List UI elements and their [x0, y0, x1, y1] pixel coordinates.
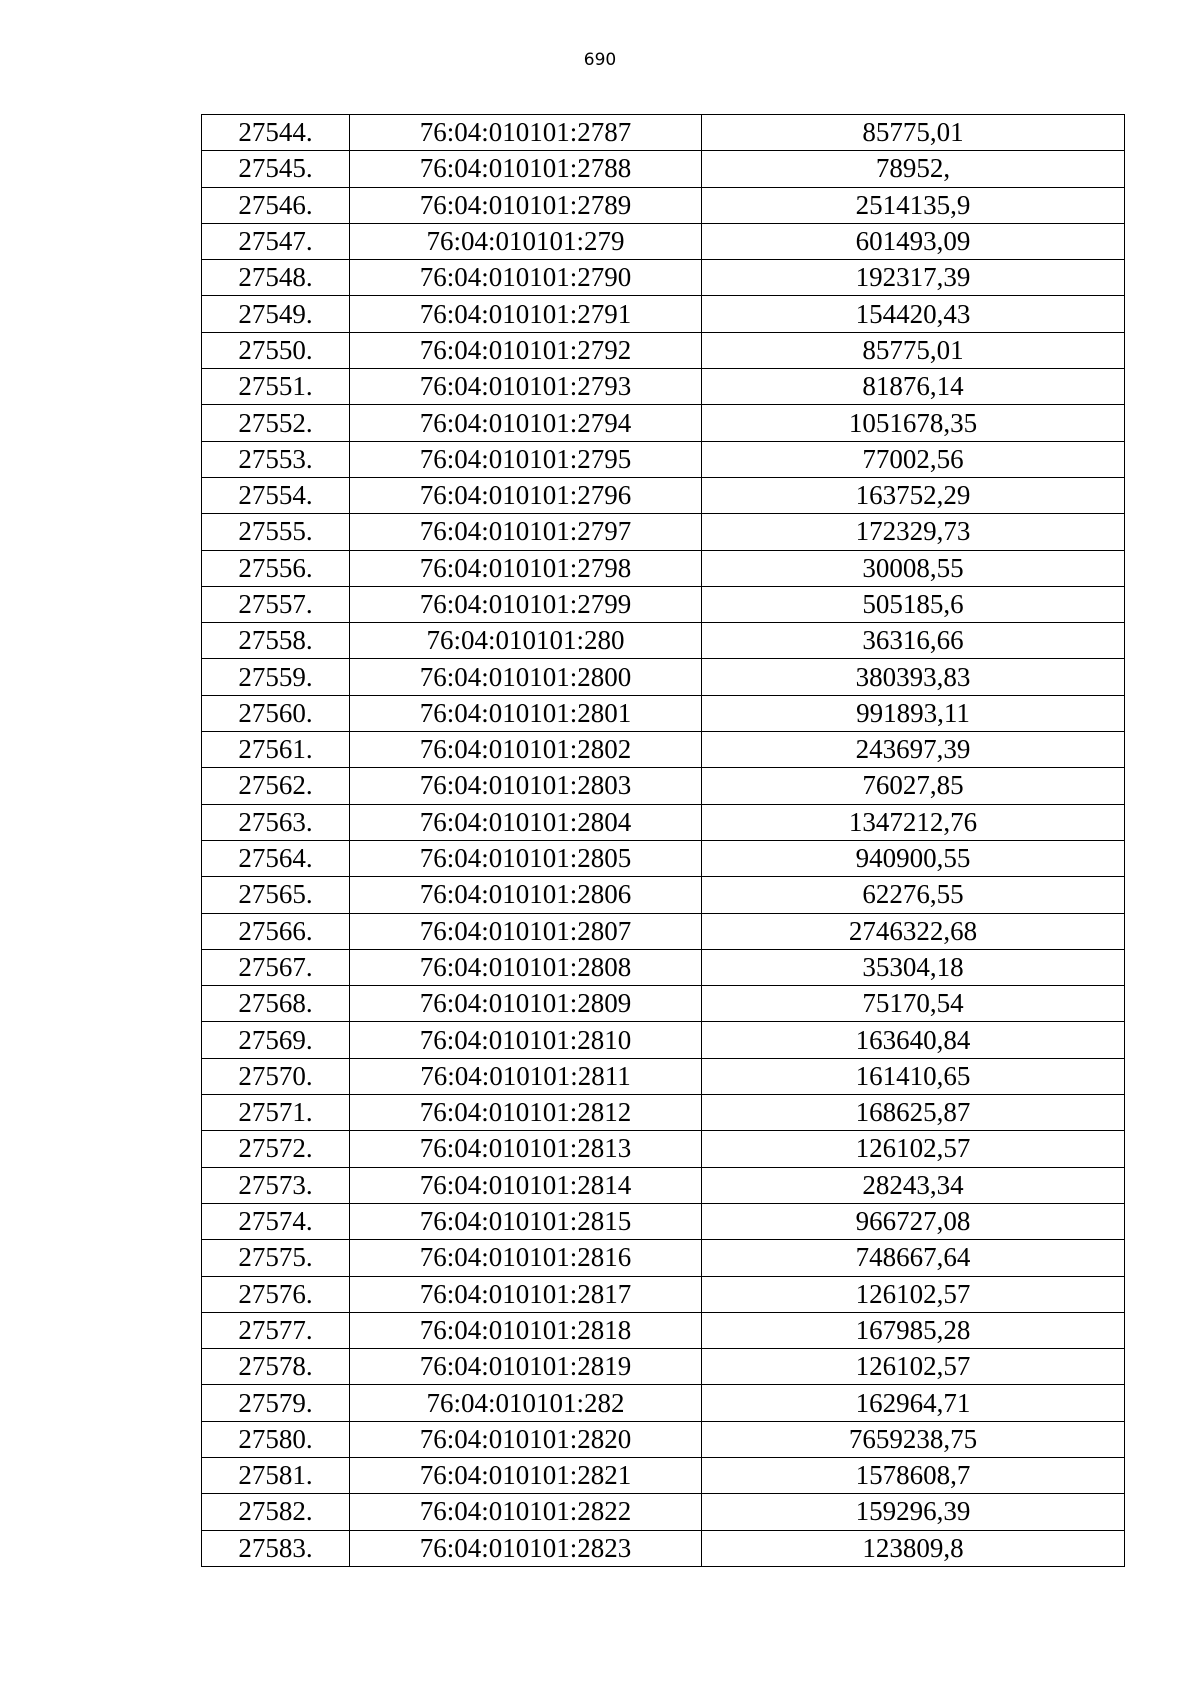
row-number-cell: 27544.: [202, 115, 350, 151]
cadastral-number-cell: 76:04:010101:2791: [350, 296, 702, 332]
cadastral-value-cell: 380393,83: [702, 659, 1125, 695]
table-row: [202, 949, 1125, 985]
cadastral-value-cell: 62276,55: [702, 877, 1125, 913]
row-number-cell: 27569.: [202, 1022, 350, 1058]
cadastral-number-cell: 76:04:010101:2813: [350, 1131, 702, 1167]
table-row: [202, 1240, 1125, 1276]
row-number-cell: 27546.: [202, 187, 350, 223]
row-number-cell: 27545.: [202, 151, 350, 187]
table-row: [202, 1494, 1125, 1530]
cadastral-value-cell: 161410,65: [702, 1058, 1125, 1094]
table-row: [202, 223, 1125, 259]
row-number-cell: 27559.: [202, 659, 350, 695]
row-number-cell: 27561.: [202, 732, 350, 768]
table-row: [202, 477, 1125, 513]
table-row: [202, 913, 1125, 949]
cadastral-number-cell: 76:04:010101:280: [350, 623, 702, 659]
row-number-cell: 27573.: [202, 1167, 350, 1203]
cadastral-value-cell: 126102,57: [702, 1131, 1125, 1167]
cadastral-value-cell: 168625,87: [702, 1095, 1125, 1131]
row-number-cell: 27571.: [202, 1095, 350, 1131]
table-row: [202, 1058, 1125, 1094]
row-number-cell: 27553.: [202, 441, 350, 477]
table-row: [202, 586, 1125, 622]
table-row: [202, 623, 1125, 659]
table-row: [202, 151, 1125, 187]
table-body: [202, 115, 1125, 1567]
cadastral-value-cell: 81876,14: [702, 369, 1125, 405]
cadastral-number-cell: 76:04:010101:2788: [350, 151, 702, 187]
row-number-cell: 27558.: [202, 623, 350, 659]
table-row: [202, 659, 1125, 695]
cadastral-number-cell: 76:04:010101:2822: [350, 1494, 702, 1530]
row-number-cell: 27549.: [202, 296, 350, 332]
cadastral-value-cell: 2746322,68: [702, 913, 1125, 949]
row-number-cell: 27581.: [202, 1457, 350, 1493]
cadastral-value-cell: 1578608,7: [702, 1457, 1125, 1493]
cadastral-number-cell: 76:04:010101:2819: [350, 1349, 702, 1385]
cadastral-number-cell: 76:04:010101:2817: [350, 1276, 702, 1312]
table-row: [202, 296, 1125, 332]
table-row: [202, 441, 1125, 477]
table-row: [202, 187, 1125, 223]
row-number-cell: 27567.: [202, 949, 350, 985]
page-number: 690: [583, 50, 617, 70]
row-number-cell: 27554.: [202, 477, 350, 513]
table-row: [202, 1530, 1125, 1566]
cadastral-number-cell: 76:04:010101:282: [350, 1385, 702, 1421]
cadastral-value-cell: 1347212,76: [702, 804, 1125, 840]
cadastral-value-cell: 154420,43: [702, 296, 1125, 332]
cadastral-value-cell: 601493,09: [702, 223, 1125, 259]
table-row: [202, 550, 1125, 586]
table-row: [202, 768, 1125, 804]
cadastral-number-cell: 76:04:010101:2803: [350, 768, 702, 804]
cadastral-number-cell: 76:04:010101:2809: [350, 986, 702, 1022]
table-row: [202, 514, 1125, 550]
cadastral-number-cell: 76:04:010101:2794: [350, 405, 702, 441]
table-row: [202, 1421, 1125, 1457]
cadastral-number-cell: 76:04:010101:279: [350, 223, 702, 259]
cadastral-value-cell: 243697,39: [702, 732, 1125, 768]
cadastral-value-cell: 192317,39: [702, 260, 1125, 296]
row-number-cell: 27556.: [202, 550, 350, 586]
table-row: [202, 1457, 1125, 1493]
cadastral-value-cell: 28243,34: [702, 1167, 1125, 1203]
table-row: [202, 1349, 1125, 1385]
cadastral-number-cell: 76:04:010101:2811: [350, 1058, 702, 1094]
cadastral-number-cell: 76:04:010101:2792: [350, 332, 702, 368]
table-row: [202, 986, 1125, 1022]
cadastral-number-cell: 76:04:010101:2810: [350, 1022, 702, 1058]
row-number-cell: 27562.: [202, 768, 350, 804]
row-number-cell: 27560.: [202, 695, 350, 731]
table-row: [202, 369, 1125, 405]
cadastral-value-cell: 30008,55: [702, 550, 1125, 586]
cadastral-number-cell: 76:04:010101:2790: [350, 260, 702, 296]
table-row: [202, 804, 1125, 840]
cadastral-value-cell: 126102,57: [702, 1276, 1125, 1312]
table-row: [202, 840, 1125, 876]
cadastral-value-cell: 85775,01: [702, 332, 1125, 368]
cadastral-value-cell: 77002,56: [702, 441, 1125, 477]
row-number-cell: 27547.: [202, 223, 350, 259]
table-row: [202, 732, 1125, 768]
row-number-cell: 27566.: [202, 913, 350, 949]
cadastral-value-cell: 159296,39: [702, 1494, 1125, 1530]
cadastral-value-cell: 167985,28: [702, 1312, 1125, 1348]
table-row: [202, 1203, 1125, 1239]
row-number-cell: 27582.: [202, 1494, 350, 1530]
row-number-cell: 27580.: [202, 1421, 350, 1457]
row-number-cell: 27550.: [202, 332, 350, 368]
table-row: [202, 1312, 1125, 1348]
row-number-cell: 27565.: [202, 877, 350, 913]
row-number-cell: 27570.: [202, 1058, 350, 1094]
table-row: [202, 877, 1125, 913]
row-number-cell: 27564.: [202, 840, 350, 876]
cadastral-number-cell: 76:04:010101:2818: [350, 1312, 702, 1348]
row-number-cell: 27563.: [202, 804, 350, 840]
row-number-cell: 27551.: [202, 369, 350, 405]
row-number-cell: 27555.: [202, 514, 350, 550]
cadastral-value-cell: 163640,84: [702, 1022, 1125, 1058]
cadastral-number-cell: 76:04:010101:2821: [350, 1457, 702, 1493]
cadastral-value-cell: 2514135,9: [702, 187, 1125, 223]
cadastral-value-cell: 172329,73: [702, 514, 1125, 550]
cadastral-number-cell: 76:04:010101:2796: [350, 477, 702, 513]
table-row: [202, 405, 1125, 441]
row-number-cell: 27574.: [202, 1203, 350, 1239]
cadastral-value-cell: 940900,55: [702, 840, 1125, 876]
row-number-cell: 27576.: [202, 1276, 350, 1312]
cadastral-number-cell: 76:04:010101:2823: [350, 1530, 702, 1566]
row-number-cell: 27578.: [202, 1349, 350, 1385]
cadastral-value-cell: 85775,01: [702, 115, 1125, 151]
table-row: [202, 115, 1125, 151]
row-number-cell: 27548.: [202, 260, 350, 296]
cadastral-value-cell: 78952,: [702, 151, 1125, 187]
cadastral-number-cell: 76:04:010101:2814: [350, 1167, 702, 1203]
cadastral-number-cell: 76:04:010101:2799: [350, 586, 702, 622]
row-number-cell: 27557.: [202, 586, 350, 622]
cadastral-value-cell: 1051678,35: [702, 405, 1125, 441]
cadastral-number-cell: 76:04:010101:2820: [350, 1421, 702, 1457]
table-row: [202, 260, 1125, 296]
cadastral-number-cell: 76:04:010101:2787: [350, 115, 702, 151]
table-row: [202, 1131, 1125, 1167]
cadastral-number-cell: 76:04:010101:2804: [350, 804, 702, 840]
cadastral-value-cell: 35304,18: [702, 949, 1125, 985]
cadastral-value-cell: 126102,57: [702, 1349, 1125, 1385]
cadastral-number-cell: 76:04:010101:2793: [350, 369, 702, 405]
cadastral-number-cell: 76:04:010101:2800: [350, 659, 702, 695]
cadastral-number-cell: 76:04:010101:2798: [350, 550, 702, 586]
table-row: [202, 1276, 1125, 1312]
row-number-cell: 27572.: [202, 1131, 350, 1167]
row-number-cell: 27577.: [202, 1312, 350, 1348]
cadastral-number-cell: 76:04:010101:2801: [350, 695, 702, 731]
cadastral-value-cell: 162964,71: [702, 1385, 1125, 1421]
row-number-cell: 27583.: [202, 1530, 350, 1566]
row-number-cell: 27579.: [202, 1385, 350, 1421]
cadastral-number-cell: 76:04:010101:2808: [350, 949, 702, 985]
cadastral-value-cell: 123809,8: [702, 1530, 1125, 1566]
row-number-cell: 27568.: [202, 986, 350, 1022]
cadastral-number-cell: 76:04:010101:2812: [350, 1095, 702, 1131]
cadastral-value-cell: 505185,6: [702, 586, 1125, 622]
table-row: [202, 332, 1125, 368]
table-row: [202, 1167, 1125, 1203]
table-row: [202, 1095, 1125, 1131]
table-row: [202, 1022, 1125, 1058]
cadastral-value-table: [201, 114, 1125, 1567]
cadastral-value-cell: 163752,29: [702, 477, 1125, 513]
cadastral-value-cell: 36316,66: [702, 623, 1125, 659]
table-row: [202, 1385, 1125, 1421]
table-row: [202, 695, 1125, 731]
cadastral-number-cell: 76:04:010101:2815: [350, 1203, 702, 1239]
row-number-cell: 27575.: [202, 1240, 350, 1276]
row-number-cell: 27552.: [202, 405, 350, 441]
cadastral-number-cell: 76:04:010101:2789: [350, 187, 702, 223]
cadastral-value-cell: 7659238,75: [702, 1421, 1125, 1457]
cadastral-number-cell: 76:04:010101:2816: [350, 1240, 702, 1276]
cadastral-value-cell: 966727,08: [702, 1203, 1125, 1239]
cadastral-number-cell: 76:04:010101:2806: [350, 877, 702, 913]
cadastral-value-cell: 76027,85: [702, 768, 1125, 804]
cadastral-number-cell: 76:04:010101:2797: [350, 514, 702, 550]
cadastral-number-cell: 76:04:010101:2805: [350, 840, 702, 876]
cadastral-number-cell: 76:04:010101:2807: [350, 913, 702, 949]
cadastral-value-cell: 991893,11: [702, 695, 1125, 731]
cadastral-number-cell: 76:04:010101:2795: [350, 441, 702, 477]
cadastral-number-cell: 76:04:010101:2802: [350, 732, 702, 768]
cadastral-value-cell: 75170,54: [702, 986, 1125, 1022]
cadastral-value-cell: 748667,64: [702, 1240, 1125, 1276]
